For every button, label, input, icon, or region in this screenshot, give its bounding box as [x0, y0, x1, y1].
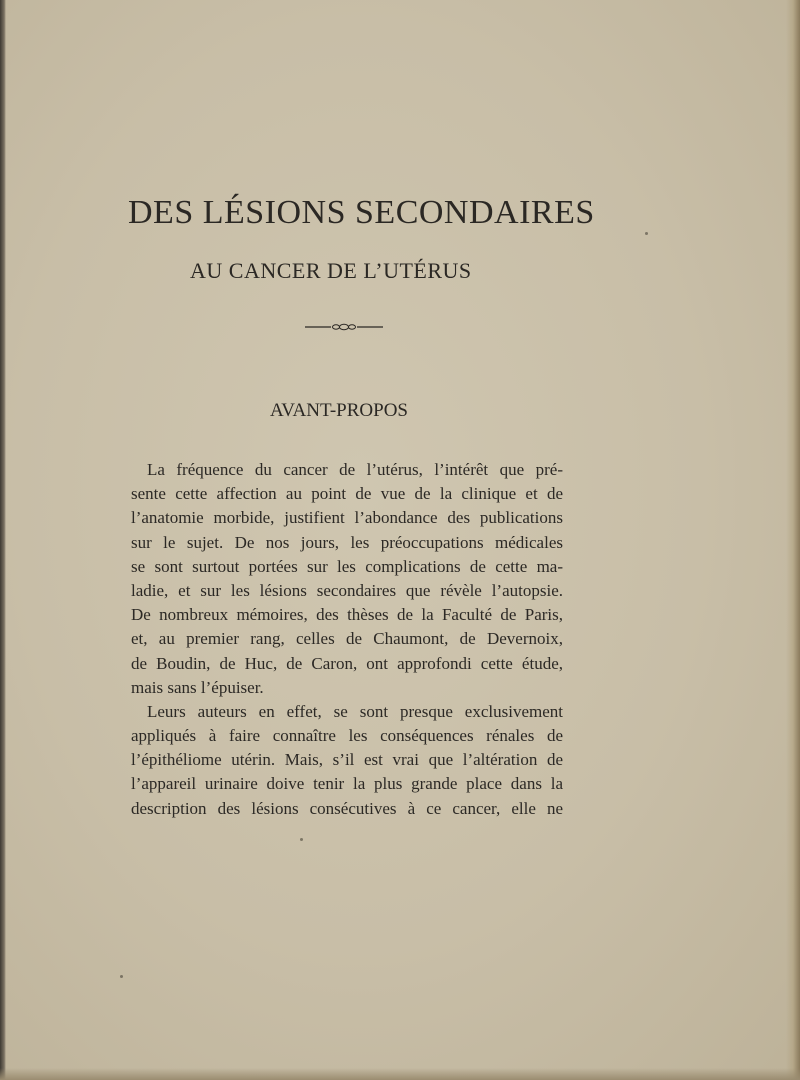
- page-binding-edge: [0, 0, 6, 1080]
- text-line: La fréquence du cancer de l’utérus, l’intérêt que pré-: [147, 460, 563, 479]
- text-line: ladie, et sur les lésions secondaires que révèle l’autopsie.: [131, 580, 563, 600]
- text-line: sur le sujet. De nos jours, les préoccupations médicales: [131, 532, 563, 552]
- text-line: description des lésions consécutives à ce cancer, elle ne: [131, 798, 563, 818]
- title-ornament: [305, 320, 383, 334]
- text-line: Leurs auteurs en effet, se sont presque exclusivement: [147, 701, 563, 721]
- text-line: se sont surtout portées sur les complications de cette ma-: [131, 556, 563, 576]
- text-line: appliqués à faire connaître les conséquences rénales de: [131, 726, 563, 746]
- text-line: De nombreux mémoires, des thèses de la Faculté de Paris,: [131, 605, 563, 625]
- page-bottom-edge: [0, 1068, 800, 1080]
- paper-speck: [300, 838, 303, 841]
- section-heading: AVANT-PROPOS: [270, 400, 408, 421]
- text-line: l’appareil urinaire doive tenir la plus grande place dans la: [131, 774, 563, 794]
- text-line: mais sans l’épuiser.: [131, 677, 264, 697]
- text-line: de Boudin, de Huc, de Caron, ont approfondi cette étude,: [131, 653, 563, 673]
- paper-speck: [645, 232, 648, 235]
- document-subtitle: AU CANCER DE L’UTÉRUS: [190, 258, 472, 283]
- text-line: et, au premier rang, celles de Chaumont, de Devernoix,: [131, 629, 563, 649]
- body-text: [131, 458, 563, 821]
- text-line: l’épithéliome utérin. Mais, s’il est vrai que l’altération de: [131, 750, 563, 770]
- paper-speck: [120, 975, 123, 978]
- text-line: l’anatomie morbide, justifient l’abondance des publications: [131, 508, 563, 528]
- document-title: DES LÉSIONS SECONDAIRES: [128, 194, 595, 231]
- text-line: sente cette affection au point de vue de la clinique et de: [131, 484, 563, 504]
- page-right-edge: [786, 0, 800, 1080]
